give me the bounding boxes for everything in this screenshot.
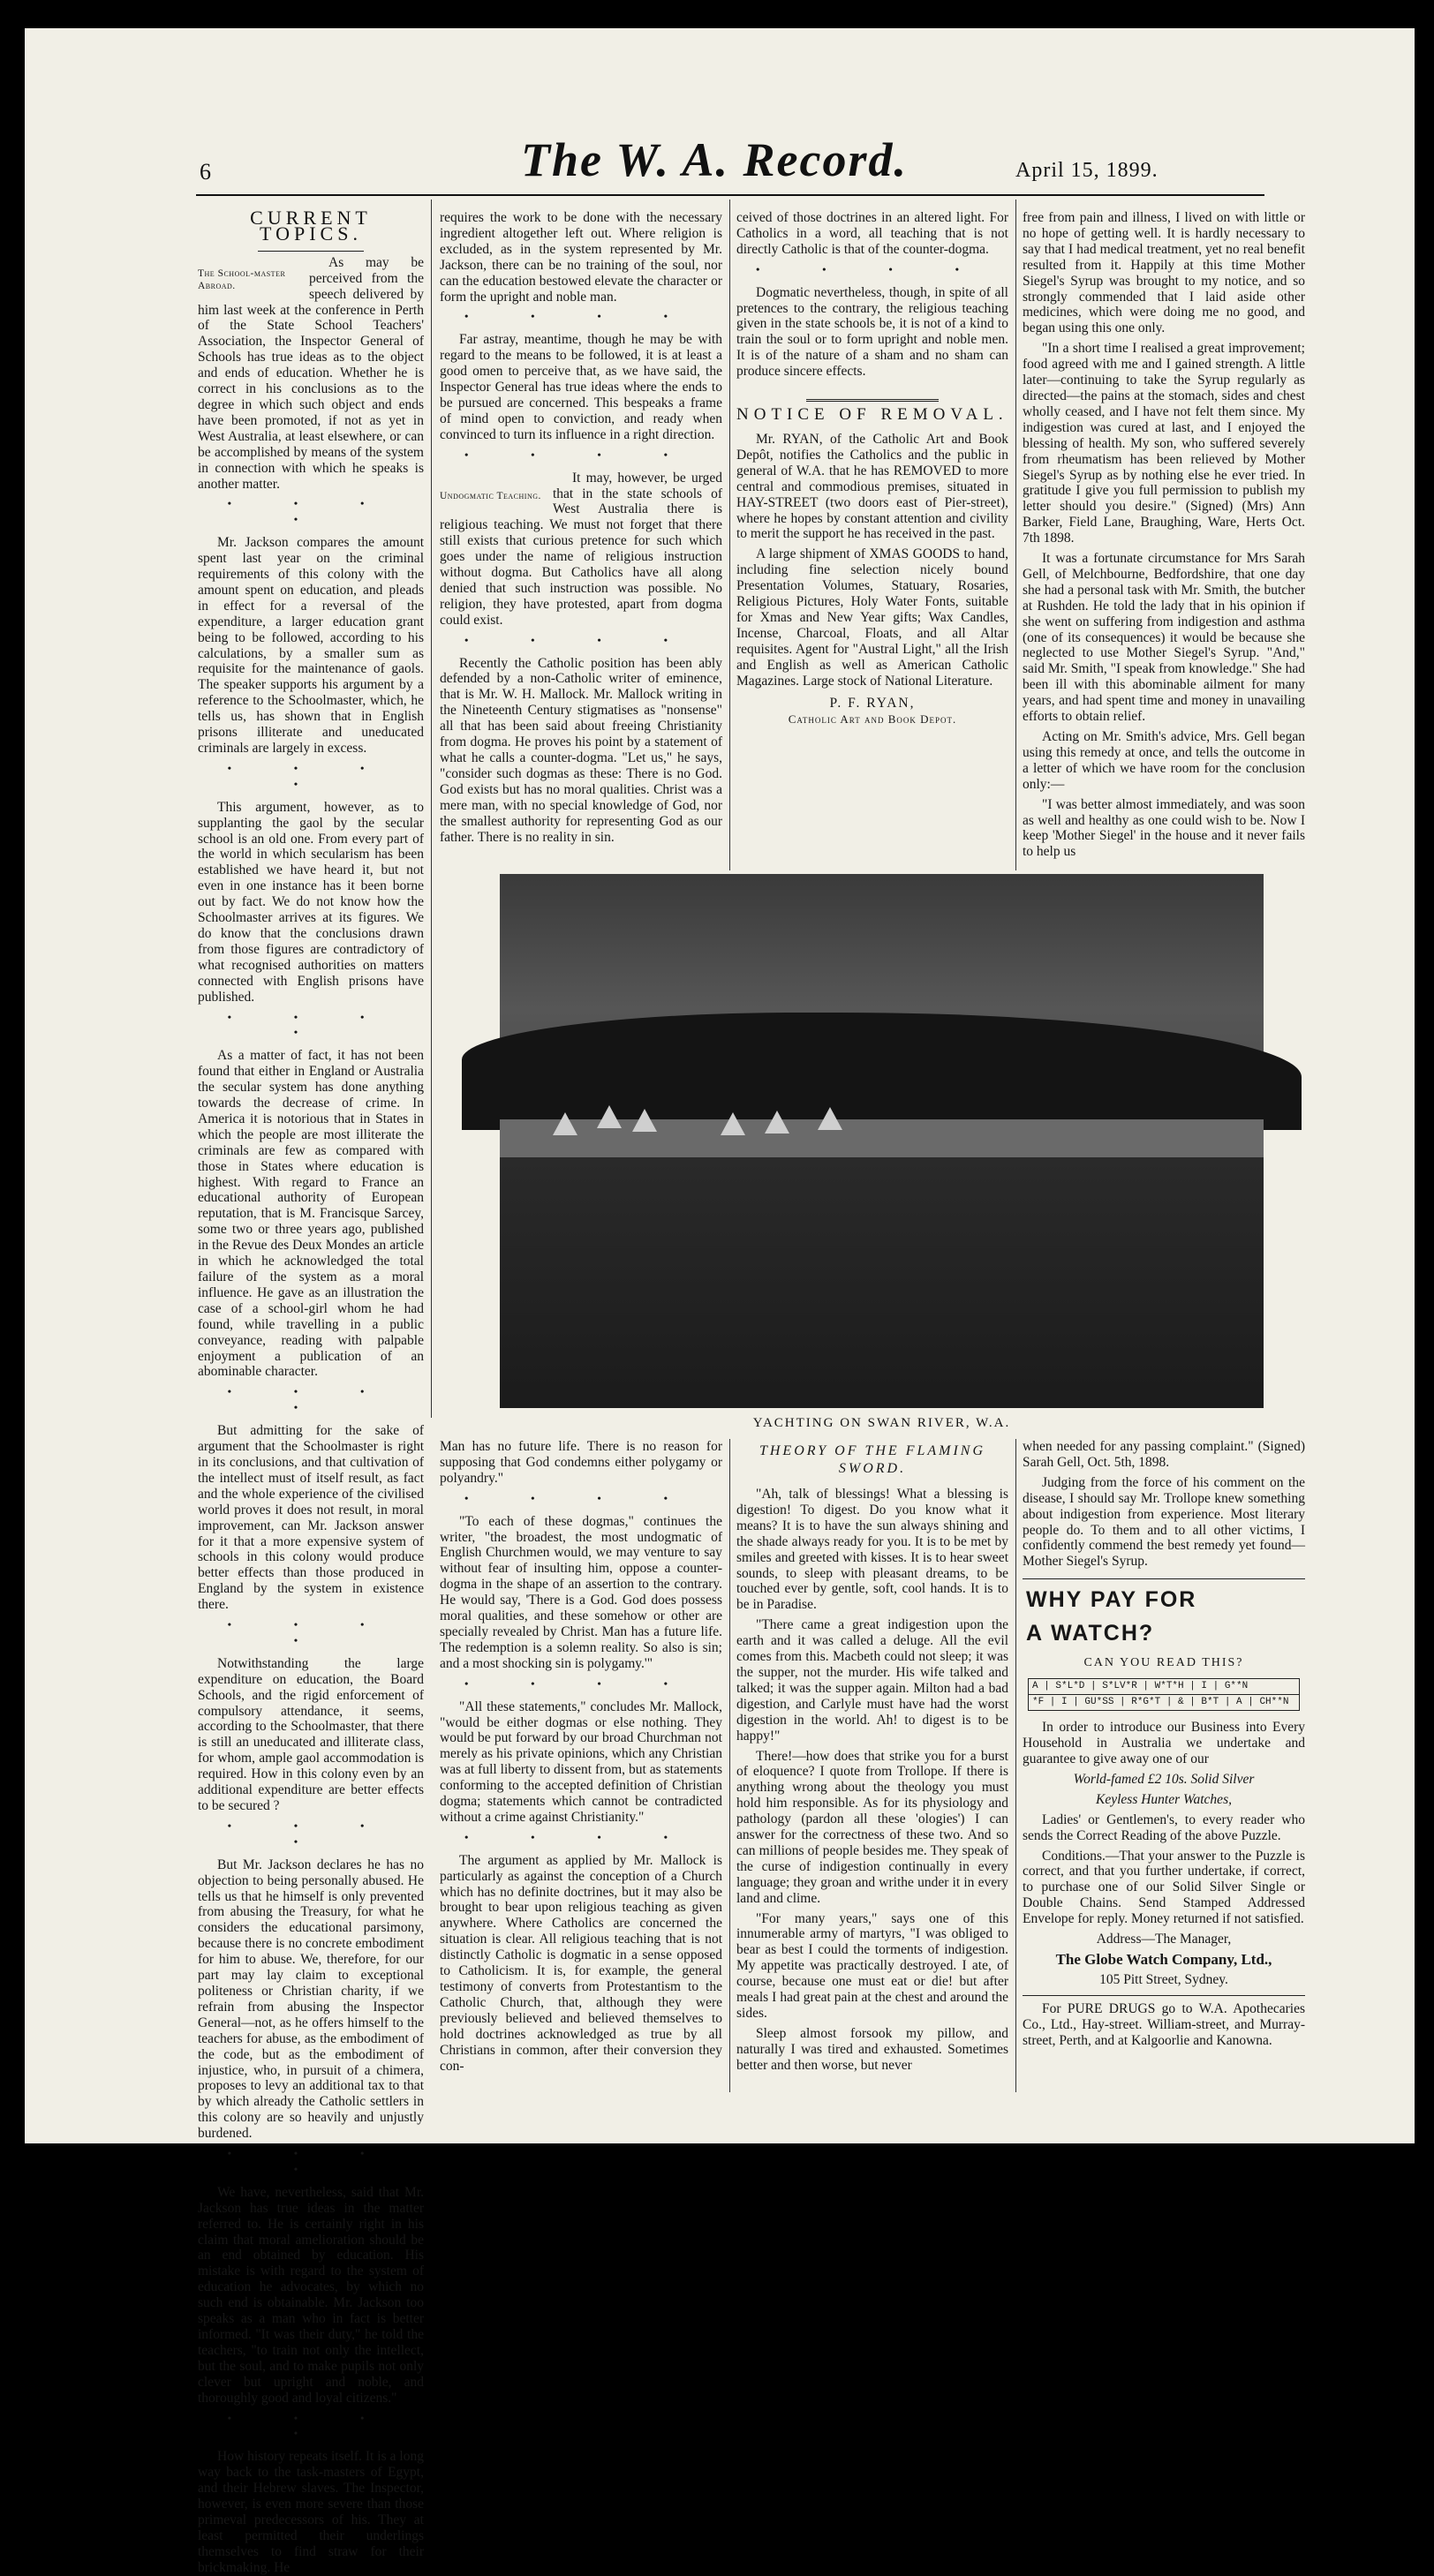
- column-rule: [1015, 200, 1016, 870]
- notice-signature: P. F. RYAN,: [829, 696, 916, 712]
- section-divider: • • • •: [227, 2147, 395, 2175]
- company-name: The Globe Watch Company, Ltd.,: [1055, 1950, 1272, 1968]
- article-paragraph: "There came a great indigestion upon the earth and it was called a deluge. All the evil comes from this. Macbeth could not sleep; it was the supper, not the murder. His wife talked and talked; it was the supper again. Milton had a bad digestion, and Carlyle must have had the worst digestion in the world. Ah! to digest is to be happy!": [736, 1617, 1008, 1744]
- watch-ad-heading-1: WHY PAY FOR: [1026, 1587, 1197, 1613]
- section-divider: • • • •: [464, 310, 698, 323]
- puzzle-row: A | S*L*D | S*LV*R | W*T*H | I | G**N: [1029, 1679, 1299, 1695]
- notice-heading: NOTICE OF REMOVAL.: [736, 405, 1008, 425]
- notice-rule: [806, 399, 939, 402]
- page-number: 6: [200, 159, 211, 185]
- notice-paragraph: A large shipment of XMAS GOODS to hand, including fine selection nicely bound Presentation Volumes, Statuary, Rosaries, Religious Pictures, Holy Water Fonts, suitable for Xmas and New Year gifts; Wax Candles, Incense, Charcoal, Floats, and all Altar requisites. Agent for "Austral Light," all the Irish and English as well as American Catholic Magazines. Large stock of National Literature.: [736, 546, 1008, 689]
- sidenote-undogmatic-teaching: Undogmatic Teaching.: [440, 490, 541, 501]
- article-paragraph: Sleep almost forsook my pillow, and naturally I was tired and exhausted. Sometimes better and then worse, but never: [736, 2025, 1008, 2073]
- section-divider: • • • •: [464, 1491, 698, 1504]
- ad-paragraph: In order to introduce our Business into Every Household in Australia we undertake and guarantee to give away one of our: [1023, 1720, 1305, 1766]
- column-rule: [729, 200, 730, 870]
- article-paragraph: when needed for any passing complaint." (Signed) Sarah Gell, Oct. 5th, 1898.: [1023, 1439, 1305, 1470]
- article-paragraph: "I was better almost immediately, and was soon as well and healthy as one could wish to be. Now I keep 'Mother Siegel' in the house and it never fails to help us: [1023, 796, 1305, 860]
- section-divider: • • • •: [227, 1819, 395, 1848]
- column-2-top: [440, 210, 722, 872]
- notice-paragraph: Mr. RYAN, of the Catholic Art and Book Depôt, notifies the Catholics and the public in general of W.A. that he has REMOVED to more central and commodious premises, situated in HAY-STREET (two doors east of Pier-street), where he hopes by constant attention and civility to merit the support he has received in the past.: [736, 431, 1008, 542]
- article-paragraph: Recently the Catholic position has been ably defended by a non-Catholic writer of eminence, that is Mr. W. H. Mallock. Mr. Mallock writing in the Nineteenth Century stigmatises as "nonsense" all that has been said about freeing Christianity from dogma. He proves his point by a statement of what he calls a counter-dogma. "Let us," he says, "consider such dogmas as these: There is no God. God exists but has no moral qualities. Christ was a mere man, with no special knowledge of God, nor the smallest authority for representing God as our father. There is no reality in sin.: [440, 655, 722, 845]
- section-divider: • • • •: [464, 1830, 698, 1843]
- sidenote-schoolmaster-abroad: The School-master Abroad.: [198, 267, 286, 291]
- ad-rule: [1023, 1578, 1305, 1579]
- photo-sail: [632, 1109, 657, 1132]
- watch-ad-question: CAN YOU READ THIS?: [1083, 1656, 1244, 1670]
- article-paragraph: "All these statements," concludes Mr. Mallock, "would be either dogmas or else nothing. They would be put forward by our broad Churchman not merely as his private opinions, which any Christian was at full liberty to dissent from, but as statements conforming to the accepted definition of Christian dogma; statements which cannot be contradicted without a crime against Christianity.": [440, 1699, 722, 1825]
- article-paragraph: requires the work to be done with the necessary ingredient altogether left out. Where religion is excluded, as in the system represented by Mr. Jackson, there can be no training of the soul, nor can the education bestowed elevate the character or form the upright and noble man.: [440, 210, 722, 305]
- column-rule: [431, 200, 432, 1418]
- photo-sail: [597, 1105, 622, 1128]
- photo-sail: [765, 1111, 789, 1134]
- article-paragraph: The argument as applied by Mr. Mallock is particularly as against the conception of a Church which has no definite doctrines, but it may also be brought to bear upon religious teaching as given anywhere. Where Catholics are concerned the situation is clear. All religious teaching that is not distinctly Catholic is dogmatic in a sense opposed to Catholicism. It is, for example, the general testimony of converts from Protestantism to the Catholic Church, that, although they were previously believed and believed themselves to hold doctrines acknowledged as true by all Christians in common, after their conversion they con-: [440, 1852, 722, 2074]
- photo-sail: [553, 1112, 577, 1135]
- flaming-sword-title: THEORY OF THE FLAMING SWORD.: [759, 1443, 986, 1476]
- article-paragraph: We have, nevertheless, said that Mr. Jackson has true ideas in the matter referred to. He is certainly right in his claim that moral amelioration should be an end obtained by education. His mistake is with regard to the system of education he advocates, by which no such end is obtainable. Mr. Jackson too speaks as a man who in fact is better informed. "It was their duty," he told the teachers, "to train not only the intellect, but the soul, and to make pupils not only clever but upright and noble, and thoroughly good and loyal citizens.": [198, 2184, 424, 2406]
- ad-paragraph: For PURE DRUGS go to W.A. Apothecaries Co., Ltd., Hay-street. William-street, and Murray-street, Perth, and at Kalgoorlie and Kanowna.: [1023, 2000, 1305, 2048]
- watch-line: World-famed £2 10s. Solid Silver: [1073, 1771, 1255, 1787]
- section-divider: • • • •: [756, 262, 989, 275]
- ad-address-line: Address—The Manager,: [1096, 1932, 1232, 1947]
- article-paragraph: ceived of those doctrines in an altered light. For Catholics in a word, all teaching that is not directly Catholic is that of the counter-dogma.: [736, 210, 1008, 257]
- article-paragraph: Judging from the force of his comment on the disease, I should say Mr. Trollope knew something about indigestion from experience. Most literary people do. To them and to all other victims, I confidently commend the best remedy yet found—Mother Siegel's Syrup.: [1023, 1474, 1305, 1570]
- section-divider: • • • •: [227, 497, 395, 526]
- column-4-top: [1023, 210, 1305, 872]
- section-divider: • • • •: [227, 1010, 395, 1039]
- section-divider: • • • •: [227, 2411, 395, 2440]
- masthead-rule: [196, 194, 1264, 196]
- article-paragraph: It was a fortunate circumstance for Mrs Sarah Gell, of Melchbourne, Bedfordshire, that one day she had a personal task with Mr. Smith, the butcher at Rushden. He told the lady that in his opinion if she went on suffering from indigestion and asthma (one of its consequences) it would be because she neglected to use Mother Siegel's Syrup. "And," said Mr. Smith, "I speak from knowledge." She had been ill with this abominable ailment for many years, and had spent time and money in unavailing efforts to obtain relief.: [1023, 551, 1305, 725]
- photo-sail: [818, 1107, 842, 1130]
- article-paragraph: "Ah, talk of blessings! What a blessing is digestion! To digest. Do you know what it means? It is to have the sun always shining and the shade always ready for you. It is to be met by smiles and greeted with kisses. It is to hear sweet sounds, to sleep with pleasant dreams, to be touched ever by gentle, soft, cool hands. It is to be in Paradise.: [736, 1487, 1008, 1613]
- ad-paragraph: Ladies' or Gentlemen's, to every reader who sends the Correct Reading of the above Puzzle.: [1023, 1811, 1305, 1843]
- column-rule: [1015, 1439, 1016, 2092]
- section-divider: • • • •: [464, 633, 698, 646]
- masthead-title: The W. A. Record.: [521, 133, 908, 186]
- section-divider: • • • •: [464, 448, 698, 461]
- current-topics-heading: CURRENT TOPICS.: [250, 207, 372, 245]
- article-paragraph: How history repeats itself. It is a long way back to the task-masters of Egypt, and their Hebrew slaves. The Inspector, however, is even more severe than those primeval predecessors of his. They at least permitted their underlings themselves to find straw for their brickmaking. He: [198, 2449, 424, 2575]
- article-paragraph: Dogmatic nevertheless, though, in spite of all pretences to the contrary, the religious teaching given in the state schools be, it is not of a kind to train the soul or to form upright and noble men. It is of the nature of a sham and no sham can produce sincere effects.: [736, 284, 1008, 380]
- article-paragraph: But Mr. Jackson declares he has no objection to being personally abused. He tells us that he himself is only prevented from abusing the Treasury, for what he considers the educational parsimony, because there is no concrete embodiment for him to abuse. We, therefore, for our part may lay claim to exceptional politeness or Christian charity, if we refrain from abusing the Inspector General—not, as he offers himself to the teachers for abuse, as the embodiment of the code, but as the embodiment of injustice, who, in pursuit of a chimera, proposes to levy an additional tax to that by which already the Catholic settlers in this colony are so heavily and unjustly burdened.: [198, 1857, 424, 2142]
- section-divider: • • • •: [227, 1618, 395, 1646]
- article-paragraph: As may be perceived from the speech delivered by him last week at the conference in Perth of the State School Teachers' Association, the Inspector General of Schools has true ideas as to the object and ends of education. Whether he is correct in his conclusions as to the degree in which such object and ends have been promoted, if not as yet in West Australia, at least elsewhere, or can be accomplished by means of the system in connection with which he speaks is another matter.: [198, 254, 424, 492]
- article-paragraph: As a matter of fact, it has not been found that either in England or Australia the secular system has done anything towards the decrease of crime. In America it is notorious that in States in which the people are most illiterate the criminals are few as compared with those in States where education is highest. With regard to France an educational authority of European reputation, that is M. Francisque Sarcey, some two or three years ago, published in the Revue des Deux Mondes an article in which he acknowledged the total failure of the system as a moral influence. He gave as an illustration the case of a school-girl whom he had found, while travelling in a public conveyance, reading with palpable enjoyment a publication of an abominable character.: [198, 1048, 424, 1380]
- article-paragraph: It may, however, be urged that in the state schools of West Australia there is religious teaching. We must not forget that there still exists that curious pretence for such which goes under the name of religious instruction without dogma. But Catholics have all along denied that such instruction was possible. No religion, they have protested, apart from dogma could exist.: [440, 470, 722, 628]
- article-paragraph: This argument, however, as to supplanting the gaol by the secular school is an old one. From every part of the world in which secularism has been established we have heard it, but not even in one instance has it been borne out by fact. We do not know how the Schoolmaster arrives at its figures. We do know that the conclusions drawn from those figures are contradictory of what recognised authorities on matters connected with English prisons have published.: [198, 799, 424, 1005]
- column-1: [198, 207, 424, 2575]
- article-paragraph: free from pain and illness, I lived on with little or no hope of getting well. It is hardly necessary to say that I had medical treatment, yet no real benefit resulted from it. Happily at this time Mother Siegel's Syrup was brought to my notice, and so strongly commended that I laid aside other medicines, which were doing me no good, and began using this one only.: [1023, 210, 1305, 336]
- section-divider: • • • •: [464, 1676, 698, 1690]
- article-paragraph: Far astray, meantime, though he may be with regard to the means to be followed, it is at least a good omen to perceive that, as we have said, the Inspector General has true ideas where the ends to be pursued are concerned. This bespeaks a frame of mind open to conviction, and ready when convinced to turn its influence in a right direction.: [440, 332, 722, 442]
- photo-sail: [721, 1112, 745, 1135]
- article-paragraph: "For many years," says one of this innumerable army of martyrs, "I was obliged to bear as best I could the torments of indigestion. My appetite was practically destroyed. I ate, of course, because one must eat or die! but after meals I had great pain at the chest and around the sides.: [736, 1910, 1008, 2021]
- watch-puzzle: [1028, 1678, 1300, 1711]
- puzzle-row: *F | I | GU*SS | R*G*T | & | B*T | A | CH**N: [1032, 1697, 1289, 1708]
- article-paragraph: Notwithstanding the large expenditure on education, the Board Schools, and the rigid enforcement of compulsory attendance, it seems, according to the Schoolmaster, that there is still an uneducated and illiterate class, for whom, ample gaol accommodation is required. How in this colony even by an additional expenditure are better effects to be secured ?: [198, 1655, 424, 1813]
- column-3-top: [736, 210, 1008, 872]
- yachting-photograph: [500, 874, 1264, 1408]
- column-4-bottom: [1023, 1439, 1305, 2110]
- article-paragraph: "In a short time I realised a great improvement; food agreed with me and I gained strength. A little later—continuing to take the Syrup regularly as directed—the pains at the stomach, sides and chest wholly ceased, and I have not felt them since. My indigestion was cured at last, and I enjoyed the blessing of health. My son, who suffered severely from rheumatism has been relieved by Mother Siegel's Syrup as by nothing else he ever tried. In gratitude I give you full permission to publish my letter should you desire." (Signed) (Mrs) Ann Barker, Field Lane, Braughing, Ware, Herts Oct. 7th 1898.: [1023, 341, 1305, 546]
- column-rule: [729, 1439, 730, 2092]
- ad-rule: [1023, 1995, 1305, 1996]
- article-paragraph: "To each of these dogmas," continues the writer, "the broadest, the most undogmatic of English Churchmen would, we may venture to say without fear of insulting him, oppose a counter-dogma in the shape of an assertion to the contrary. He would say, 'There is a God. God does possess moral qualities, and these somehow or other are specially revealed by Christ. Man has a future life. The redemption is a solemn reality. So also is sin; and a most shocking sin is polygamy.'": [440, 1513, 722, 1671]
- article-paragraph: There!—how does that strike you for a burst of eloquence? I quote from Trollope. If there is anything wrong about the theology you must hold him responsible. As for its physiology and pathology (pardon all these 'ologies') I can answer for the correctness of these two. And so can millions of people besides me. They speak of the curse of indigestion continually in every language; they groan and writhe under it in every land and clime.: [736, 1748, 1008, 1906]
- watch-line: Keyless Hunter Watches,: [1096, 1791, 1232, 1807]
- issue-date: April 15, 1899.: [1015, 159, 1159, 182]
- photo-caption: YACHTING ON SWAN RIVER, W.A.: [752, 1416, 1011, 1430]
- column-3-bottom: [736, 1439, 1008, 2105]
- company-address: 105 Pitt Street, Sydney.: [1099, 1971, 1228, 1987]
- ad-paragraph: Conditions.—That your answer to the Puzzle is correct, and that you further undertake, if correct, to purchase one of our Solid Silver Single or Double Chains. Send Stamped Addressed Envelope for reply. Money returned if not satisfied.: [1023, 1848, 1305, 1927]
- section-divider: • • • •: [227, 761, 395, 790]
- section-divider: • • • •: [227, 1385, 395, 1414]
- photo-foreground: [500, 1157, 1264, 1408]
- notice-signature-sub: Catholic Art and Book Depot.: [788, 712, 957, 727]
- watch-ad-heading-2: A WATCH?: [1026, 1621, 1155, 1646]
- article-paragraph: Mr. Jackson compares the amount spent last year on the criminal requirements of this colony with the amount spent on education, and pleads in effect for a reversal of the expenditure, a larger education grant being to be followed, according to his calculations, by a smaller sum as requisite for the maintenance of gaols. The speaker supports his argument by a reference to the Schoolmaster, which, he tells us, has shown that in English prisons illiterate and uneducated criminals are largely in excess.: [198, 535, 424, 756]
- article-paragraph: But admitting for the sake of argument that the Schoolmaster is right in its conclusions, and that cultivation of the intellect must of itself result, as fact and the whole experience of the civilised world proves it does not result, in moral improvement, can Mr. Jackson answer for it that a more expensive system of schools in this colony would produce better effects than those produced in England by the system in existence there.: [198, 1423, 424, 1613]
- column-2-bottom: [440, 1439, 722, 2105]
- article-paragraph: Man has no future life. There is no reason for supposing that God condemns either polygamy or polyandry.": [440, 1439, 722, 1486]
- heading-rule: [258, 251, 364, 252]
- article-paragraph: Acting on Mr. Smith's advice, Mrs. Gell began using this remedy at once, and tells the outcome in a letter of which we have room for the conclusion only:—: [1023, 729, 1305, 792]
